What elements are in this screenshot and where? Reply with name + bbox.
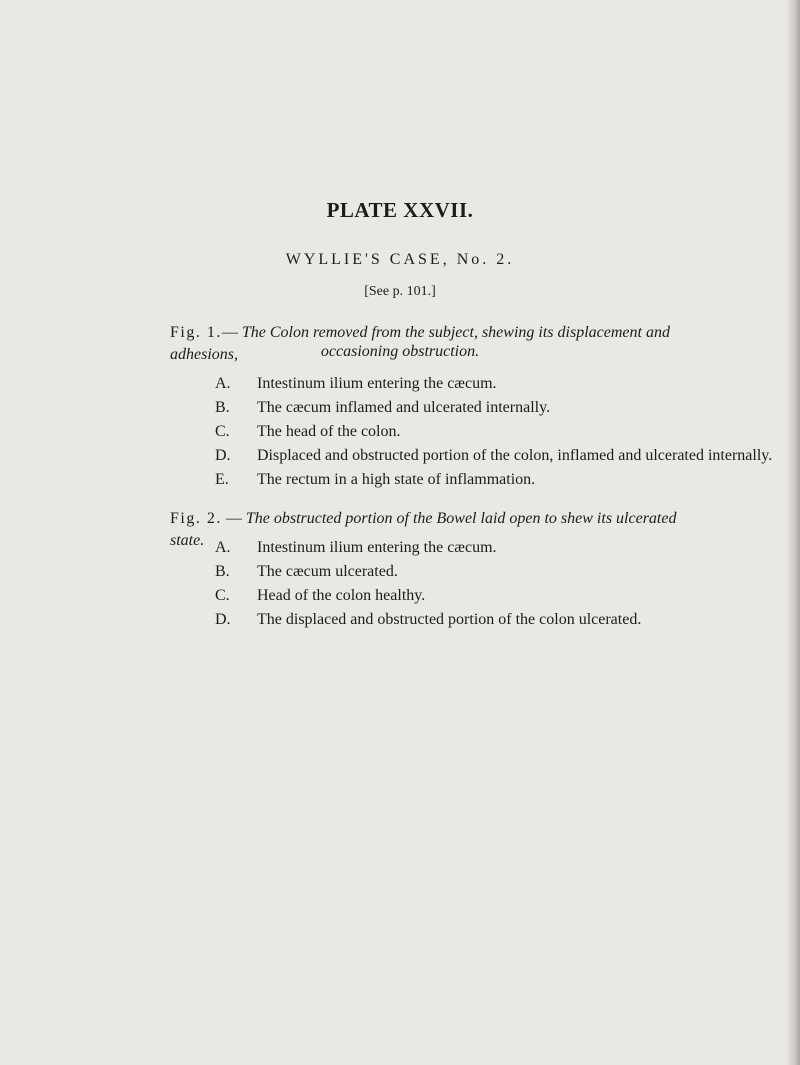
legend-text: The rectum in a high state of inflammation.	[257, 471, 536, 488]
fig2-legend	[215, 536, 725, 632]
page-reference: [See p. 101.]	[364, 284, 436, 299]
legend-item	[215, 444, 773, 468]
fig1-caption-continuation: occasioning obstruction.	[320, 343, 480, 360]
legend-letter: C.	[215, 587, 230, 604]
legend-letter: A.	[215, 539, 231, 556]
legend-item	[215, 560, 725, 584]
legend-item	[215, 584, 725, 608]
fig2-label: Fig. 2.	[170, 510, 222, 527]
fig2-caption-text: The obstructed portion of the Bowel laid open to shew its ulcerated state.	[170, 510, 677, 549]
legend-item	[215, 468, 725, 492]
fig1-caption-text: The Colon removed from the subject, shewing its displacement and adhesions,	[170, 324, 670, 363]
fig1-label: Fig. 1.	[170, 324, 222, 341]
plate-title: PLATE XXVII.	[326, 198, 474, 222]
legend-text: Displaced and obstructed portion of the colon, inflamed and ulcerated internally.	[257, 447, 773, 464]
legend-item	[215, 396, 725, 420]
legend-item	[215, 420, 725, 444]
fig1-dash: —	[221, 324, 238, 341]
legend-text: The cæcum inflamed and ulcerated internally.	[257, 399, 551, 416]
legend-text: Head of the colon healthy.	[257, 587, 426, 604]
legend-text: The displaced and obstructed portion of the colon ulcerated.	[257, 611, 642, 628]
legend-letter: D.	[215, 447, 231, 464]
legend-item	[215, 608, 725, 632]
legend-text: Intestinum ilium entering the cæcum.	[257, 375, 497, 392]
legend-letter: B.	[215, 563, 230, 580]
fig2-dash: —	[225, 510, 242, 527]
legend-letter: A.	[215, 375, 231, 392]
legend-item	[215, 536, 725, 560]
legend-item	[215, 372, 725, 396]
case-title: WYLLIE'S CASE, No. 2.	[285, 251, 515, 268]
legend-text: The cæcum ulcerated.	[257, 563, 398, 580]
legend-text: The head of the colon.	[257, 423, 401, 440]
legend-letter: B.	[215, 399, 230, 416]
legend-letter: C.	[215, 423, 230, 440]
legend-text: Intestinum ilium entering the cæcum.	[257, 539, 497, 556]
fig1-legend	[215, 372, 773, 492]
legend-letter: D.	[215, 611, 231, 628]
legend-letter: E.	[215, 471, 229, 488]
page-edge-shadow	[786, 0, 800, 1065]
